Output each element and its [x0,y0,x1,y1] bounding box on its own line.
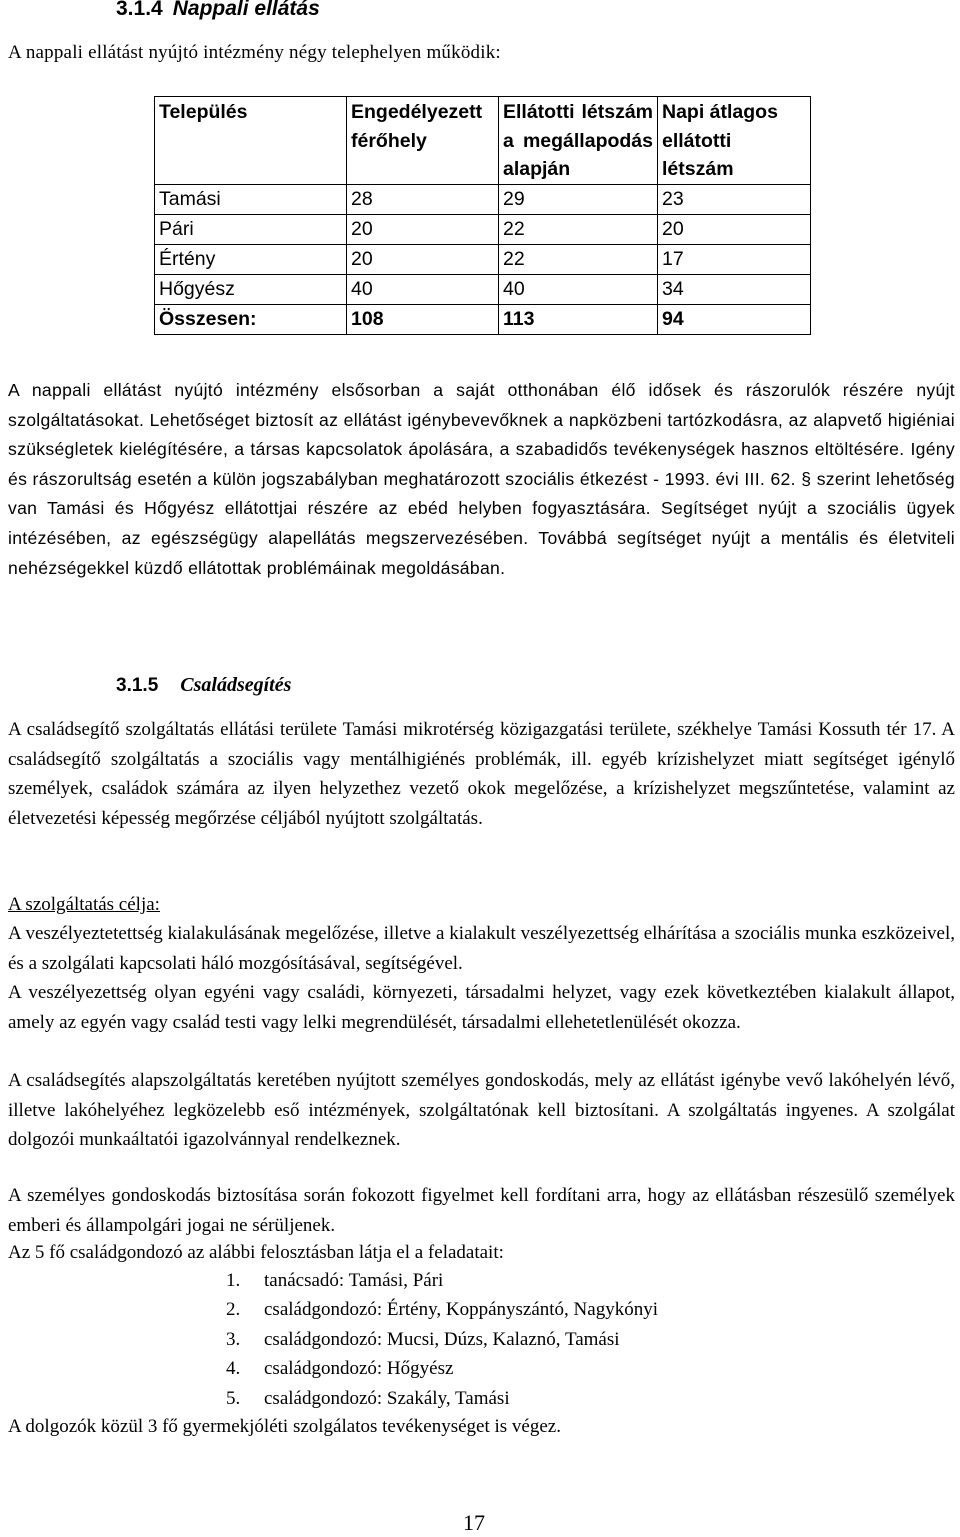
cell-daily-average: 23 [658,184,811,214]
cel-paragraph-1: A veszélyeztetettség kialakulásának megelőzése, illetve a kialakult veszélyezettség elhárítása a szociális munka eszközeivel, és a szolgálati kapcsolati háló mozgósításával, segítségével. [8,923,955,974]
cell-total-capacity: 108 [347,304,499,334]
cell-daily-average: 20 [658,214,811,244]
section-number: 3.1.4 [116,0,163,20]
cel-heading [8,890,955,920]
cel-paragraph-4: A személyes gondoskodás biztosítása során fokozott figyelmet kell fordítani arra, hogy az ellátásban részesülő személyek emberi és állampolgári jogai ne sérüljenek. [8,1185,955,1236]
cel-paragraph-2: A veszélyezettség olyan egyéni vagy családi, környezeti, társadalmi helyzet, vagy ezek következtében kialakult állapot, amely az egyén vagy család testi vagy lelki megrendülését, társadalmi ellehetetlenülését okozza. [8,982,955,1033]
list-item: 3. családgondozó: Mucsi, Dúzs, Kalaznó, Tamási [226,1328,620,1350]
table-row [155,244,811,274]
nappali-description [8,376,955,583]
intro-text: A nappali ellátást nyújtó intézmény négy telephelyen működik: [8,42,501,63]
cell-contracted: 22 [499,244,658,274]
cell-capacity: 40 [347,274,499,304]
cell-daily-average: 17 [658,244,811,274]
table-row [155,274,811,304]
table-total-row [155,304,811,334]
cell-capacity: 20 [347,244,499,274]
cell-location: Értény [155,244,347,274]
cell-location: Hőgyész [155,274,347,304]
cell-contracted: 29 [499,184,658,214]
cell-total-daily-average: 94 [658,304,811,334]
cell-total-label: Összesen: [155,304,347,334]
cel-heading-text: A szolgáltatás célja: [8,894,160,915]
cell-contracted: 22 [499,214,658,244]
table-header-row [155,97,811,185]
cell-capacity: 20 [347,214,499,244]
cell-contracted: 40 [499,274,658,304]
list-item: 4. családgondozó: Hőgyész [226,1358,454,1380]
section-sign: § [801,468,812,489]
header-engedelyezett: Engedélyezett férőhely [347,97,499,185]
cell-location: Pári [155,214,347,244]
list-item: 2. családgondozó: Értény, Koppányszántó, Nagykónyi [226,1299,658,1321]
caseworker-list [226,1266,658,1413]
cell-daily-average: 34 [658,274,811,304]
section-title: Családsegítés [180,674,292,696]
cel-paragraph-5: Az 5 fő családgondozó az alábbi felosztásban látja el a feladatait: [8,1242,504,1263]
nappali-text-1: A nappali ellátást nyújtó intézmény elsősorban a saját otthonában élő idősek és rászorulók részére nyújt szolgáltatásokat. Lehetőséget biztosít az ellátást igénybevevőknek a napközbeni tartózkodásra, az alapvető higiéniai szükségletek kielégítésére, a társas kapcsolatok ápolására, a szabadidős tevékenységek hasznos eltöltésére. Igény és rászorultság esetén a külön jogszabályban meghatározott szociális étkezést - 1993. évi III. 62. [8,380,955,489]
closing-text: A dolgozók közül 3 fő gyermekjóléti szolgálatos tevékenységet is végez. [8,1416,561,1437]
header-ellatotti: Ellátotti létszám a megállapodás alapján [499,97,658,185]
page-number: 17 [463,1510,485,1535]
section-heading-3-1-5 [116,674,291,697]
capacity-table [154,96,811,335]
table-row [155,184,811,214]
header-napi-atlagos: Napi átlagos ellátotti létszám [658,97,811,185]
cell-capacity: 28 [347,184,499,214]
section-number: 3.1.5 [116,675,159,696]
header-telepules: Település [155,97,347,185]
cell-total-contracted: 113 [499,304,658,334]
nappali-text-2: szerint lehetőség van Tamási és Hőgyész ellátottjai részére az ebéd helyben fogyasztására. Segítséget nyújt a szociális ügyek intézésében, az egészségügy alapellátás megszervezésében. Továbbá segítséget nyújt a mentális és életviteli nehézségekkel küzdő ellátottak problémáinak megoldásában. [8,468,955,578]
list-item: 1. tanácsadó: Tamási, Pári [226,1270,444,1291]
table-row [155,214,811,244]
cel-paragraph-3: A családsegítés alapszolgáltatás keretében nyújtott személyes gondoskodás, mely az ellátást igénybe vevő lakóhelyén lévő, illetve lakóhelyéhez legközelebb eső intézmények, szolgáltatónak kell biztosítani. A szolgáltatás ingyenes. A szolgálat dolgozói munkaáltatói igazolvánnyal rendelkeznek. [8,1070,955,1151]
section-title: Nappali ellátás [172,0,320,20]
section-heading-3-1-4 [116,0,320,21]
cell-location: Tamási [155,184,347,214]
csaladsegites-description: A családsegítő szolgáltatás ellátási területe Tamási mikrotérség közigazgatási területe, székhelye Tamási Kossuth tér 17. A családsegítő szolgáltatás a szociális vagy mentálhigiénés problémák, ill. egyéb krízishelyzet miatt segítséget igénylő személyek, családok számára az ilyen helyzethez vezető okok megelőzése, a krízishelyzet megszűntetése, valamint az életvezetési képesség megőrzése céljából nyújtott szolgáltatás. [8,719,955,829]
list-item: 5. családgondozó: Szakály, Tamási [226,1387,510,1409]
